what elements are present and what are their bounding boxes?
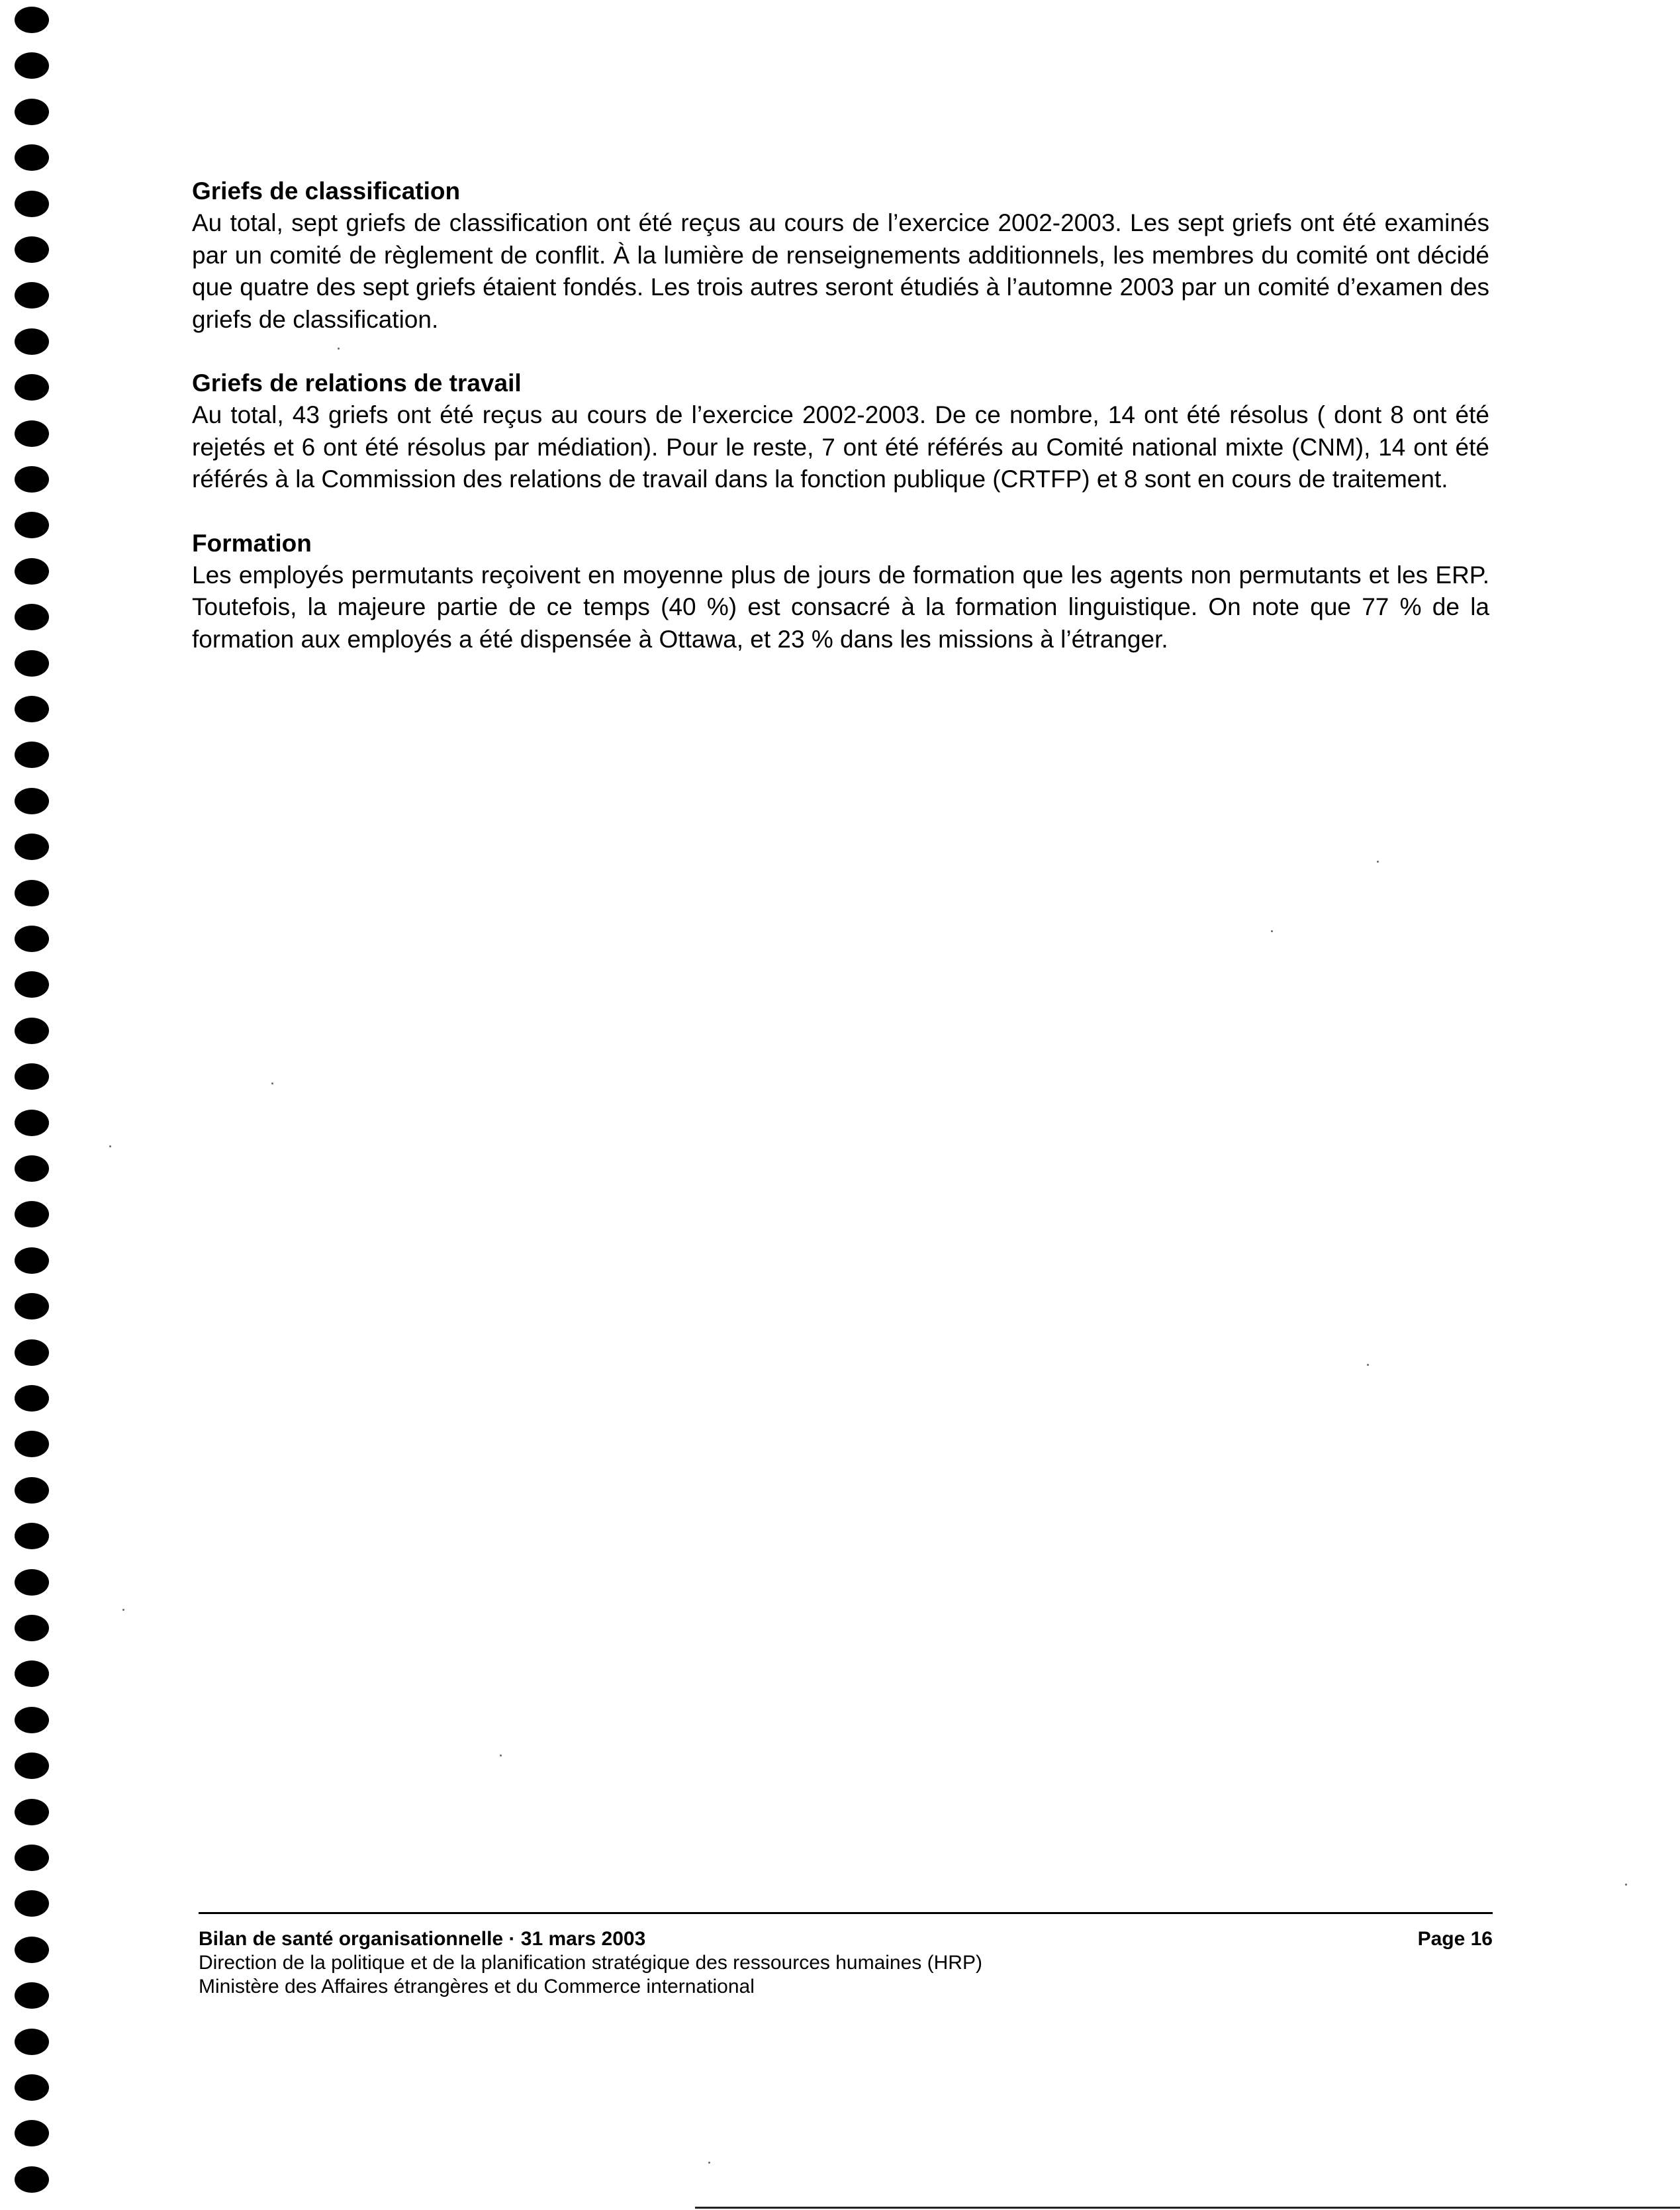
section-heading: Griefs de relations de travail [192, 369, 522, 397]
binding-hole [15, 926, 49, 952]
binding-hole [15, 834, 49, 860]
binding-hole [15, 696, 49, 722]
binding-hole [15, 1660, 49, 1687]
section-formation [192, 528, 1489, 656]
scan-speck [122, 1609, 124, 1611]
binding-hole [15, 1339, 49, 1366]
binding-hole [15, 880, 49, 906]
binding-hole [15, 1018, 49, 1044]
binding-hole [15, 604, 49, 630]
footer-title: Bilan de santé organisationnelle · 31 mars 2003 [199, 1928, 646, 1950]
scan-speck [1271, 930, 1273, 932]
scan-speck [1625, 1884, 1627, 1886]
binding-hole [15, 1890, 49, 1917]
binding-hole [15, 742, 49, 768]
binding-hole [15, 1845, 49, 1871]
binding-hole [15, 191, 49, 217]
binding-hole [15, 374, 49, 401]
binding-hole [15, 1155, 49, 1182]
scan-speck [271, 1082, 273, 1084]
binding-hole [15, 1707, 49, 1733]
binding-hole [15, 1615, 49, 1641]
binding-hole [15, 52, 49, 79]
binding-hole [15, 558, 49, 585]
binding-hole [15, 1753, 49, 1779]
binding-hole [15, 1063, 49, 1090]
binding-hole [15, 1201, 49, 1227]
binding-hole [15, 99, 49, 125]
page-number: Page 16 [1417, 1928, 1493, 1950]
binding-hole [15, 1799, 49, 1825]
binding-hole [15, 1477, 49, 1504]
binding-hole [15, 7, 49, 33]
binding-hole [15, 420, 49, 447]
section-paragraph: Au total, 43 griefs ont été reçus au cours de l’exercice 2002-2003. De ce nombre, 14 ont été résolus ( dont 8 ont été rejetés et 6 ont été résolus par médiation). Pour le reste, 7 ont été référés au Comité national mixte (CNM), 14 ont été référés à la Commission des relations de travail dans la fonction publique (CRTFP) et 8 sont en cours de traitement. [192, 401, 1489, 493]
section-paragraph: Les employés permutants reçoivent en moyenne plus de jours de formation que les agents non permutants et les ERP. Toutefois, la majeure partie de ce temps (40 %) est consacré à la formation linguistique. On note que 77 % de la formation aux employés a été dispensée à Ottawa, et 23 % dans les missions à l’étranger. [192, 561, 1489, 653]
binding-hole [15, 1431, 49, 1457]
binding-hole [15, 1293, 49, 1320]
section-griefs-classification [192, 175, 1489, 336]
binding-hole [15, 1523, 49, 1549]
binding-hole [15, 328, 49, 355]
binding-hole [15, 971, 49, 998]
binding-hole [15, 1385, 49, 1412]
page-footer [199, 1912, 1493, 1999]
binding-hole [15, 1110, 49, 1136]
section-heading: Formation [192, 529, 312, 557]
binding-hole [15, 2166, 49, 2193]
binding-hole [15, 1569, 49, 1596]
binding-hole [15, 2074, 49, 2101]
binding-hole [15, 466, 49, 493]
section-heading: Griefs de classification [192, 177, 461, 205]
binding-hole [15, 1982, 49, 2009]
binding-hole [15, 1937, 49, 1963]
binding-hole [15, 650, 49, 677]
scan-speck [1367, 1364, 1369, 1366]
section-griefs-relations-travail [192, 367, 1489, 496]
binding-hole [15, 282, 49, 309]
binding-hole [15, 2029, 49, 2055]
binding-holes [15, 0, 54, 2210]
binding-hole [15, 144, 49, 171]
binding-hole [15, 1247, 49, 1274]
footer-divider [199, 1912, 1493, 1914]
footer-title-row [199, 1927, 1493, 1951]
footer-department: Direction de la politique et de la planification stratégique des ressources humaines (HRP) [199, 1952, 982, 1974]
section-paragraph: Au total, sept griefs de classification ont été reçus au cours de l’exercice 2002-2003. Les sept griefs ont été examinés par un comité de règlement de conflit. À la lumière de renseignements additionnels, les membres du comité ont décidé que quatre des sept griefs étaient fondés. Les trois autres seront étudiés à l’automne 2003 par un comité d’examen des griefs de classification. [192, 209, 1489, 333]
binding-hole [15, 788, 49, 814]
scan-speck [500, 1754, 502, 1756]
binding-hole [15, 236, 49, 263]
scan-edge-line [695, 2207, 1680, 2209]
scan-speck [109, 1145, 111, 1147]
scan-speck [338, 348, 340, 350]
binding-hole [15, 512, 49, 538]
binding-hole [15, 2120, 49, 2146]
scan-speck [708, 2162, 710, 2164]
scan-speck [1377, 861, 1379, 863]
footer-ministry: Ministère des Affaires étrangères et du Commerce international [199, 1976, 755, 1997]
document-body [192, 175, 1489, 687]
